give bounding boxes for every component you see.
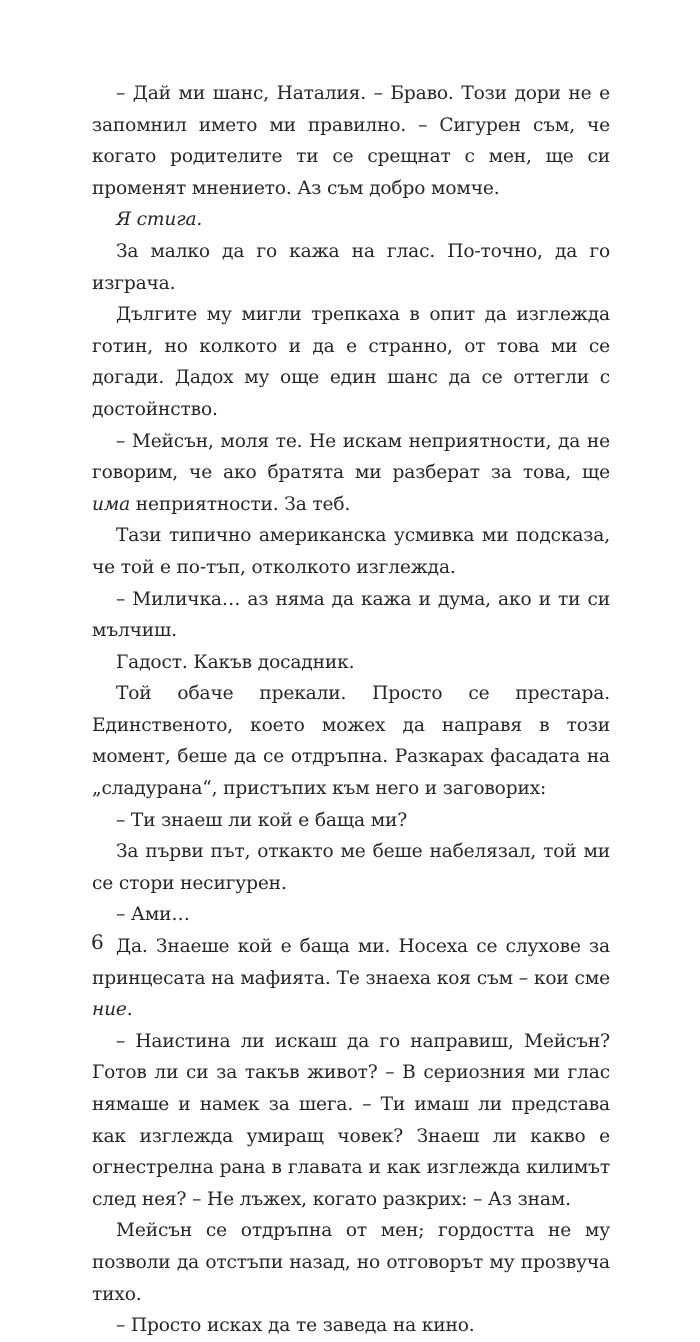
paragraph xyxy=(92,584,610,647)
text-run: Той обаче прекали. Просто се престара. Единственото, което можех да направя в този момент, беше да се отдръпна. Разкарах фасадата на „сладурана“, пристъпих към него и заговорих: xyxy=(92,683,610,800)
text-run: – Ами… xyxy=(116,904,190,926)
italic-text: ние xyxy=(92,999,127,1021)
text-run: Мейсън се отдръпна от мен; гордостта не му позволи да отстъпи назад, но отговорът му прозвуча тихо. xyxy=(92,1220,610,1305)
paragraph xyxy=(92,78,610,204)
italic-text: има xyxy=(92,493,131,515)
paragraph xyxy=(92,1215,610,1310)
paragraph xyxy=(92,426,610,521)
paragraph xyxy=(92,899,610,931)
text-run: – Миличка… аз няма да кажа и дума, ако и ти си мълчиш. xyxy=(92,588,610,642)
text-run: – Ти знаеш ли кой е баща ми? xyxy=(116,809,408,831)
text-run: Дългите му мигли трепкаха в опит да изглежда готин, но колкото и да е странно, от това ми се догади. Дадох му още един шанс да се оттегли с достойнство. xyxy=(92,304,610,420)
text-run: – Дай ми шанс, Наталия. – Браво. Този дори не е запомнил името ми правилно. – Сигурен съм, че когато родителите ти се срещнат с мен, ще си променят мнението. Аз съм добро момче. xyxy=(92,83,610,199)
paragraph xyxy=(92,836,610,899)
text-run: – Просто исках да те заведа на кино. xyxy=(116,1315,475,1337)
paragraph xyxy=(92,520,610,583)
italic-text: Я стига. xyxy=(116,209,203,231)
text-run: Тази типично американска усмивка ми подсказа, че той е по-тъп, отколкото изглежда. xyxy=(92,525,610,578)
text-run: Да. Знаеше кой е баща ми. Носеха се слухове за принцесата на мафията. Те знаеха коя съм – кои сме xyxy=(92,936,610,989)
text-run: – Наистина ли искаш да го направиш, Мейсън? Готов ли си за такъв живот? – В сериозния ми глас нямаше и намек за шега. – Ти имаш ли представа как изглежда умиращ човек? Знаеш ли какво е огнестрелна рана в главата и как изглежда килимът след нея? – Не лъжех, когато разкрих: – Аз знам. xyxy=(92,1030,610,1210)
paragraph xyxy=(92,236,610,299)
text-run: За първи път, откакто ме беше набелязал, той ми се стори несигурен. xyxy=(92,841,610,894)
paragraph xyxy=(92,647,610,679)
text-run: Гадост. Какъв досадник. xyxy=(116,651,355,673)
paragraph xyxy=(92,678,610,804)
text-run: За малко да го кажа на глас. По-точно, да го изграча. xyxy=(92,240,610,294)
text-run: – Мейсън, моля те. Не искам неприятности, да не говорим, че ако братята ми разберат за това, ще xyxy=(92,430,610,484)
page-number: 6 xyxy=(91,930,104,954)
text-run: . xyxy=(126,999,133,1021)
paragraph xyxy=(92,1310,610,1342)
paragraph xyxy=(92,931,610,1026)
paragraph xyxy=(92,204,610,236)
paragraph xyxy=(92,299,610,425)
page-body xyxy=(92,78,610,1342)
paragraph xyxy=(92,805,610,837)
paragraph xyxy=(92,1026,610,1216)
text-run: неприятности. За теб. xyxy=(130,493,351,515)
